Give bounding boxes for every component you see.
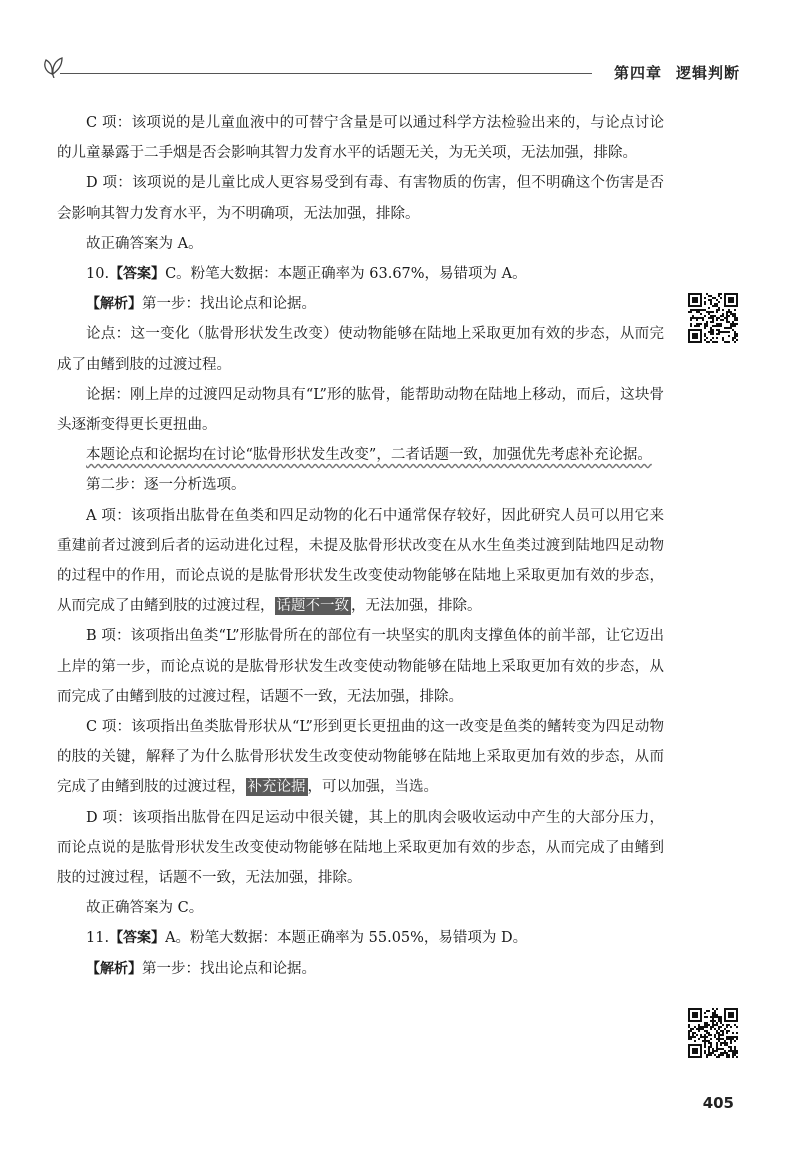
qr-code-graphic <box>688 293 738 343</box>
option-c-highlight: 补充论据 <box>247 779 306 796</box>
q11-jiexi-line <box>57 954 664 984</box>
page-number: 405 <box>702 1094 734 1112</box>
answer-line-q10: 故正确答案为 C。 <box>86 900 204 917</box>
q11-jiexi-tag: 【解析】 <box>86 960 142 977</box>
option-c-text: C 项：该项指出鱼类肱骨形状从“L”形到更长更扭曲的这一改变是鱼类的鳍转变为四足动物的肢的关键，解释了为什么肱骨形状发生改变使动物能够在陆地上采取更加有效的步态，从而完成了由鳍到肢的过渡过程， <box>57 719 664 796</box>
qr-code-graphic <box>688 1008 738 1058</box>
chapter-number: 第四章 <box>613 64 662 82</box>
option-a-text: A 项：该项指出肱骨在鱼类和四足动物的化石中通常保存较好，因此研究人员可以用它来重建前者过渡到后者的运动进化过程，未提及肱骨形状改变在从水生鱼类过渡到陆地四足动物的过程中的作用，而论点说的是肱骨形状发生改变使动物能够在陆地上采取更加有效的步态，从而完成了由鳍到肢的过渡过程， <box>57 507 664 615</box>
q11-step1: 第一步：找出论点和论据。 <box>142 960 316 977</box>
leaf-icon <box>40 52 66 78</box>
option-c-tail: ，可以加强，当选。 <box>307 779 438 796</box>
qr-code-icon[interactable] <box>688 293 738 343</box>
q11-number: 11. <box>86 930 110 947</box>
q11-answer-text: A。粉笔大数据：本题正确率为 55.05%，易错项为 D。 <box>165 930 528 947</box>
q10-jiexi-tag: 【解析】 <box>86 296 142 313</box>
lundian-paragraph: 论点：这一变化（肱骨形状发生改变）使动物能够在陆地上采取更加有效的步态，从而完成了由鳍到肢的过渡过程。 <box>57 326 664 373</box>
q10-answer-text: C。粉笔大数据：本题正确率为 63.67%，易错项为 A。 <box>165 266 527 283</box>
q10-answer-line <box>57 259 664 289</box>
lunju-paragraph: 论据：刚上岸的过渡四足动物具有“L”形的肱骨，能帮助动物在陆地上移动，而后，这块骨头逐渐变得更长更扭曲。 <box>57 386 664 434</box>
option-d-paragraph: D 项：该项指出肱骨在四足运动中很关键，其上的肌肉会吸收运动中产生的大部分压力，而论点说的是肱骨形状发生改变使动物能够在陆地上采取更加有效的步态，从而完成了由鳍到肢的过渡过程，话题不一致，无法加强，排除。 <box>57 809 664 887</box>
chapter-heading <box>614 62 740 83</box>
summary-paragraph <box>57 440 664 470</box>
option-a-paragraph <box>57 501 664 622</box>
summary-text: 本题论点和论据均在讨论“肱骨形状发生改变”，二者话题一致，加强优先考虑补充论据。 <box>86 447 652 464</box>
step2-line: 第二步：逐一分析选项。 <box>86 477 246 494</box>
page-header <box>40 52 740 86</box>
option-a-tail: ，无法加强，排除。 <box>351 598 482 615</box>
option-c-paragraph <box>57 712 664 803</box>
q10-answer-tag: 【答案】 <box>109 266 166 283</box>
q11-answer-tag: 【答案】 <box>109 930 166 947</box>
option-c-paragraph-q9: C 项：该项说的是儿童血液中的可替宁含量是可以通过科学方法检验出来的，与论点讨论的儿童暴露于二手烟是否会影响其智力发育水平的话题无关，为无关项，无法加强，排除。 <box>57 115 664 162</box>
option-a-highlight: 话题不一致 <box>276 598 349 615</box>
page-body <box>57 108 664 984</box>
q10-number: 10. <box>86 266 110 283</box>
qr-code-icon[interactable] <box>688 1008 738 1058</box>
chapter-title: 逻辑判断 <box>675 64 740 82</box>
q11-answer-line <box>57 923 664 953</box>
q10-jiexi-line <box>57 289 664 319</box>
header-rule <box>60 73 592 74</box>
option-d-paragraph-q9: D 项：该项说的是儿童比成人更容易受到有毒、有害物质的伤害，但不明确这个伤害是否会影响其智力发育水平，为不明确项，无法加强，排除。 <box>57 175 664 222</box>
option-b-paragraph: B 项：该项指出鱼类“L”形肱骨所在的部位有一块坚实的肌肉支撑鱼体的前半部，让它迈出上岸的第一步，而论点说的是肱骨形状发生改变使动物能够在陆地上采取更加有效的步态，从而完成了由鳍到肢的过渡过程，话题不一致，无法加强，排除。 <box>57 628 664 705</box>
q10-step1: 第一步：找出论点和论据。 <box>142 296 316 313</box>
answer-line-q9: 故正确答案为 A。 <box>86 235 203 252</box>
